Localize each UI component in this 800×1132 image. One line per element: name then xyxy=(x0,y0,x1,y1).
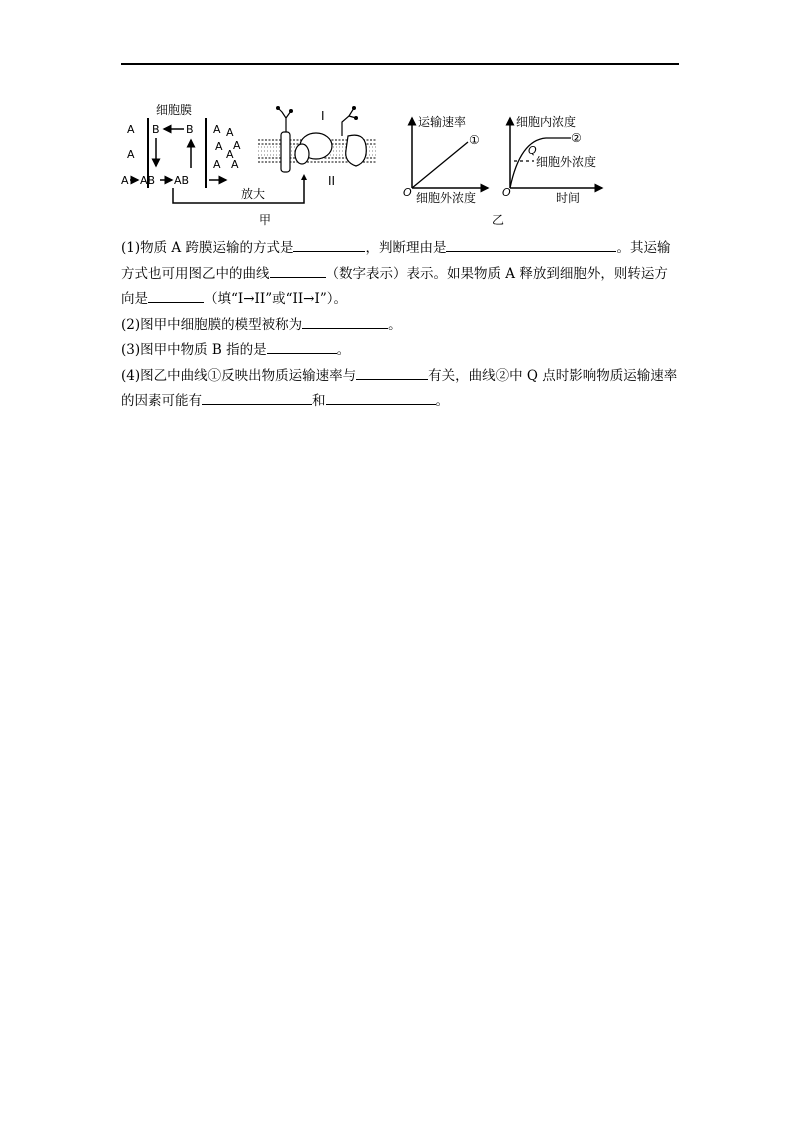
q2-text-1: (2)图甲中细胞膜的模型被称为 xyxy=(121,316,303,333)
label-a: A xyxy=(213,158,221,171)
label-a: A xyxy=(121,174,129,187)
enlarge-bracket xyxy=(173,178,304,203)
glycoprotein xyxy=(342,108,356,136)
enlarge-arrowhead xyxy=(301,174,307,180)
graph-1 xyxy=(403,114,488,205)
q1-text-1: (1)物质 A 跨膜运输的方式是 xyxy=(121,240,294,256)
membrane-label: 细胞膜 xyxy=(156,103,193,117)
answer-blank[interactable] xyxy=(356,365,428,380)
caption-jia: 甲 xyxy=(259,213,272,227)
graph2-origin: O xyxy=(502,186,511,199)
top-rule xyxy=(121,63,679,65)
q1-text-5: （填“I→II”或“II→I”）。 xyxy=(204,291,347,307)
answer-blank[interactable] xyxy=(302,314,388,329)
label-ab: AB xyxy=(174,174,190,187)
answer-blank[interactable] xyxy=(326,390,436,405)
label-a: A xyxy=(233,139,241,152)
label-b: B xyxy=(186,123,194,136)
curve-1 xyxy=(412,142,468,188)
questions xyxy=(121,236,679,415)
q2-text-2: 。 xyxy=(388,316,402,333)
graph2-ylabel: 细胞内浓度 xyxy=(516,115,577,129)
q1-text-2: ，判断理由是 xyxy=(365,240,447,256)
sugar-dot xyxy=(352,106,356,110)
question-2 xyxy=(121,313,679,339)
label-a: A xyxy=(226,148,234,161)
sugar-dot xyxy=(276,106,280,110)
label-a: A xyxy=(127,123,135,136)
label-a: A xyxy=(213,123,221,136)
label-b: B xyxy=(152,123,160,136)
curve-1-label: ① xyxy=(469,133,480,147)
q4-text-1: (4)图乙中曲线①反映出物质运输速率与 xyxy=(121,367,357,384)
protein xyxy=(346,135,367,166)
sugar-dot xyxy=(354,116,358,120)
answer-blank[interactable] xyxy=(148,288,204,303)
curve-2-label: ② xyxy=(571,131,582,145)
answer-blank[interactable] xyxy=(293,237,365,252)
label-a: A xyxy=(215,140,223,153)
point-q: Q xyxy=(528,144,537,157)
graph-2 xyxy=(502,114,602,205)
question-1 xyxy=(121,236,679,313)
graph1-xlabel: 细胞外浓度 xyxy=(416,191,477,205)
enlarge-label: 放大 xyxy=(241,187,266,201)
q4-text-2: 有关，曲线②中 Q 点时影响物质运输速率的因素可能有 xyxy=(121,367,678,409)
sugar-dot xyxy=(289,109,293,113)
graph1-origin: O xyxy=(403,186,412,199)
label-ii: II xyxy=(328,174,336,188)
q4-text-3: 和 xyxy=(312,393,326,409)
caption-yi: 乙 xyxy=(492,213,505,227)
q1-text-4: （数字表示）表示。如果物质 A 释放到细胞外，则转运方向是 xyxy=(121,265,668,307)
answer-blank[interactable] xyxy=(446,237,616,252)
label-a: A xyxy=(226,126,234,139)
question-4 xyxy=(121,364,679,415)
graph2-xlabel: 时间 xyxy=(556,191,581,205)
figure-svg xyxy=(116,96,616,231)
lipid-bilayer xyxy=(258,106,376,188)
figure xyxy=(116,96,616,231)
protein xyxy=(281,132,290,172)
label-a: A xyxy=(127,148,135,161)
q1-text-3: 。其运输方式也可用图乙中的曲线 xyxy=(121,240,671,282)
answer-blank[interactable] xyxy=(267,339,337,354)
answer-blank[interactable] xyxy=(202,390,312,405)
q3-text-2: 。 xyxy=(336,342,351,358)
graph1-ylabel: 运输速率 xyxy=(418,115,467,129)
glycoprotein xyxy=(278,108,291,132)
protein xyxy=(295,144,309,164)
label-i: I xyxy=(321,109,325,123)
answer-blank[interactable] xyxy=(270,263,326,278)
question-3 xyxy=(121,338,679,364)
dashed-label: 细胞外浓度 xyxy=(536,155,597,169)
q3-text-1: (3)图甲中物质 B 指的是 xyxy=(121,342,267,358)
label-a: A xyxy=(231,158,239,171)
q4-text-4: 。 xyxy=(435,393,449,409)
label-ab: AB xyxy=(140,174,156,187)
